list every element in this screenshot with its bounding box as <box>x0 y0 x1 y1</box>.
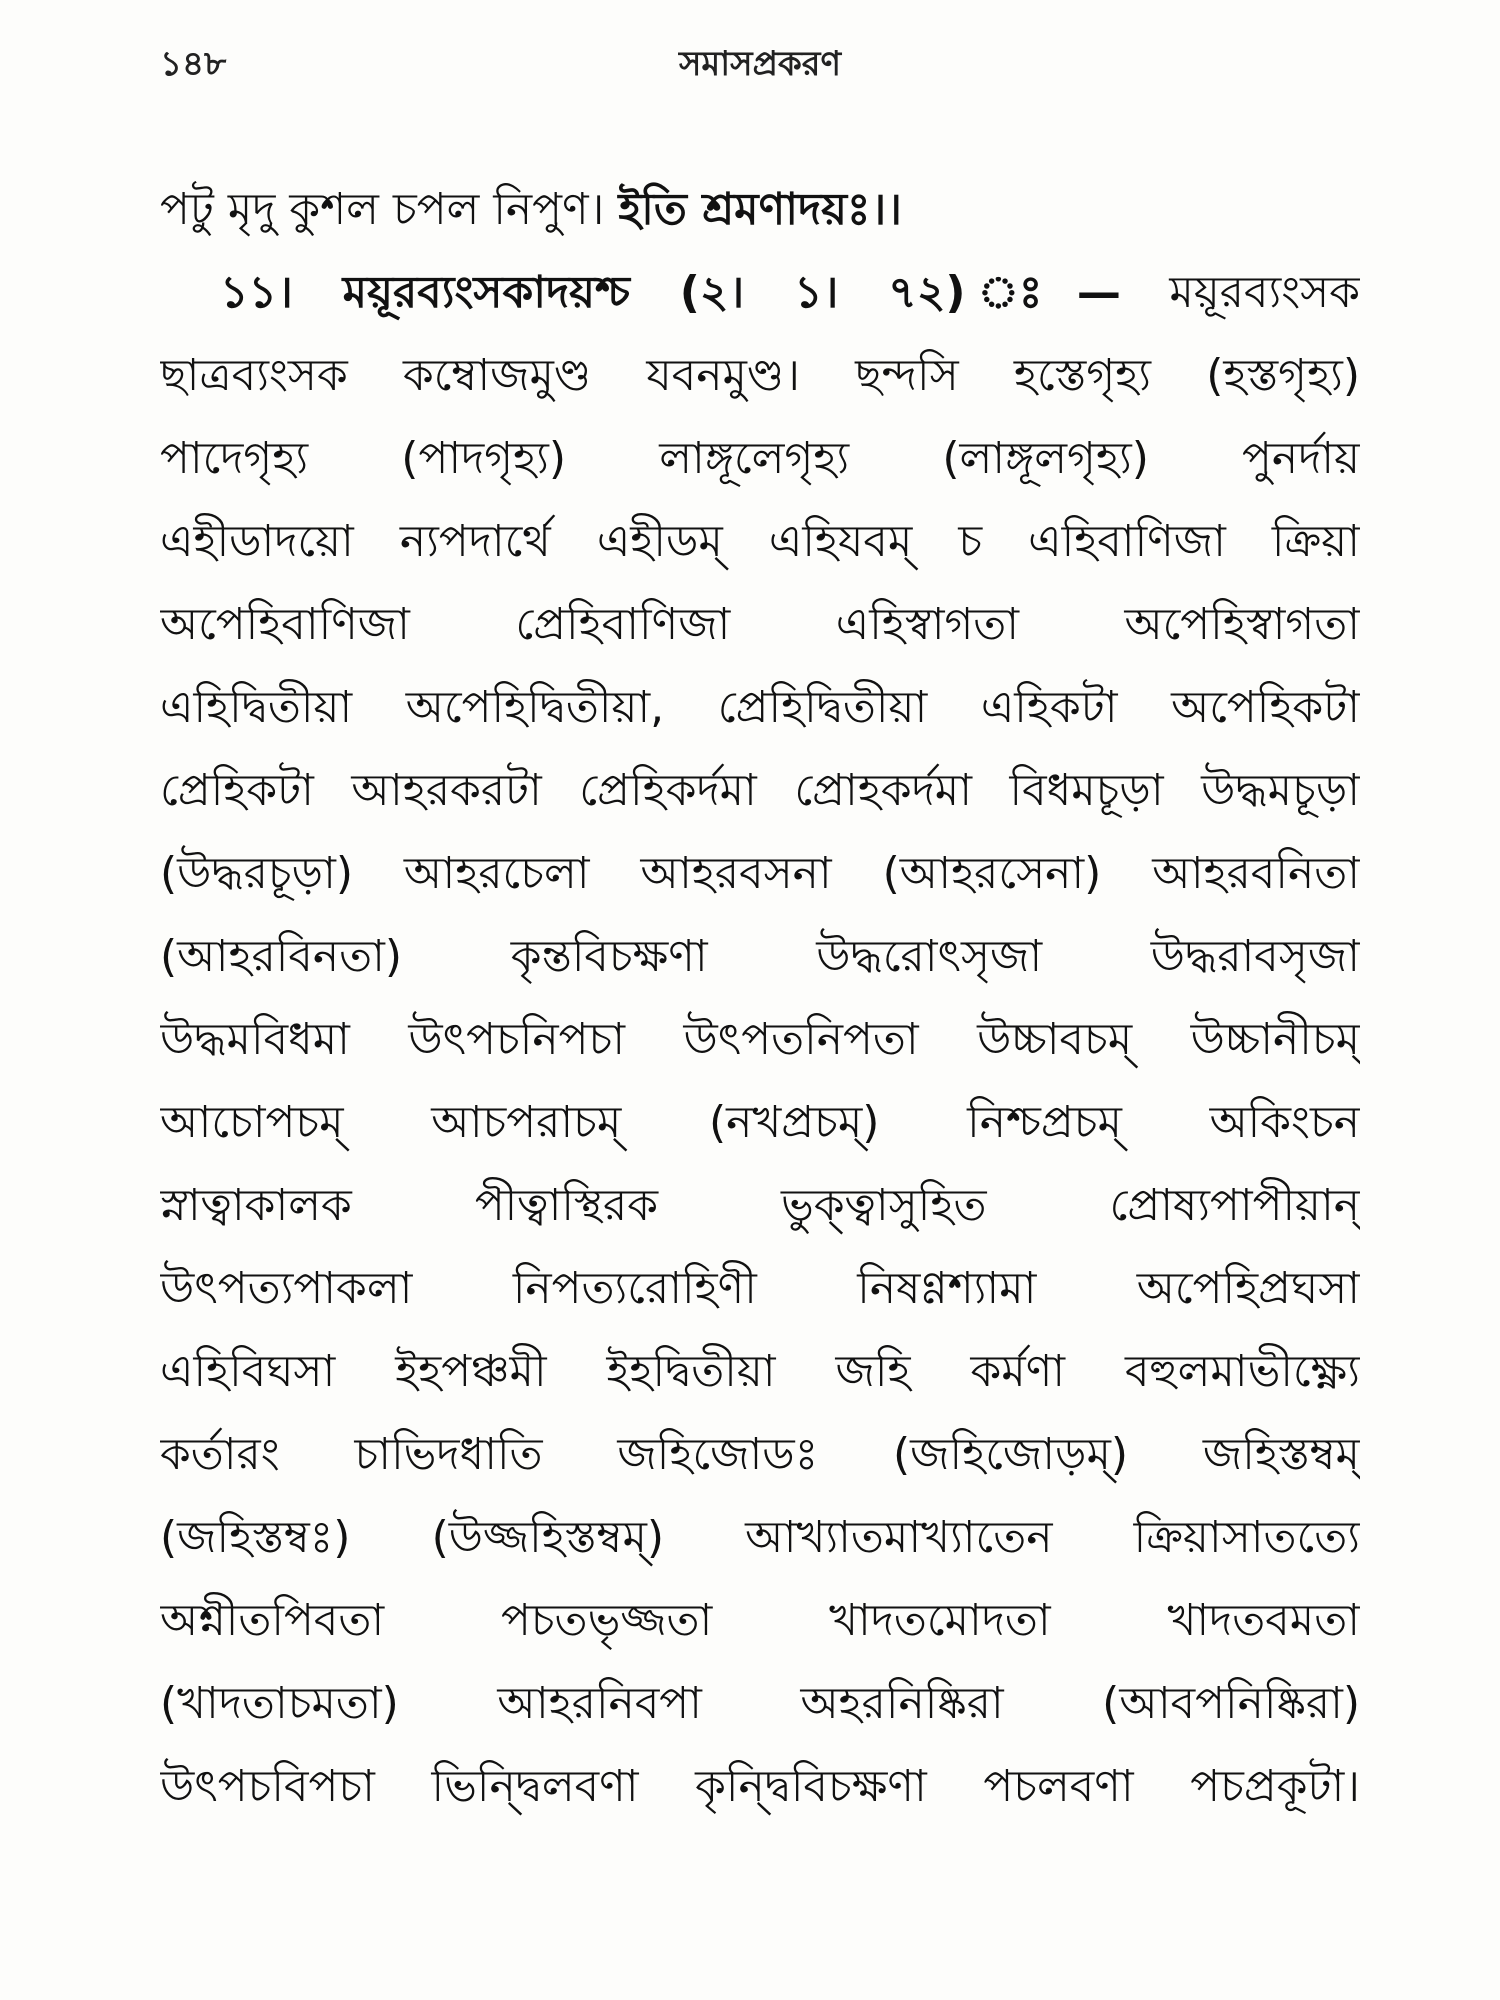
page-number: ১৪৮ <box>160 44 227 84</box>
section-heading-line <box>160 251 1360 334</box>
text-line: উদ্ধমবিধমা উৎপচনিপচা উৎপতনিপতা উচ্চাবচম্ উচ্চানীচম্ <box>160 1014 1360 1065</box>
intro-bold-text: ইতি শ্রমণাদয়ঃ।। <box>618 184 902 235</box>
page-header <box>160 38 1360 88</box>
text-line-intro <box>160 168 1360 251</box>
text-line: (উদ্ধরচূড়া) আহরচেলা আহরবসনা (আহরসেনা) আহরবনিতা <box>160 848 1360 899</box>
text-line: এহিবিঘসা ইহপঞ্চমী ইহদ্বিতীয়া জহি কর্মণা বহুলমাভীক্ষ্ণ্যে <box>160 1346 1360 1397</box>
text-line: পাদেগৃহ্য (পাদগৃহ্য) লাঙ্গূলেগৃহ্য (লাঙ্গূলগৃহ্য) পুনর্দায় <box>160 433 1360 484</box>
text-line: কর্তারং চাভিদধাতি জহিজোডঃ (জহিজোড়ম্) জহিস্তম্বম্ <box>160 1429 1360 1480</box>
section-heading: ১১। ময়ূরব্যংসকাদয়শ্চ (২। ১। ৭২) ঃ— <box>220 267 1121 318</box>
text-line: অশ্নীতপিবতা পচতভৃজ্জতা খাদতমোদতা খাদতবমতা <box>160 1595 1360 1646</box>
text-line: এহীডাদয়ো ন্যপদার্থে এহীডম্ এহিযবম্ চ এহিবাণিজা ক্রিয়া <box>160 516 1360 567</box>
text-line: উৎপচবিপচা ভিন্দ্বিলবণা কৃন্দ্বিবিচক্ষণা পচলবণা পচপ্রকূটা। <box>160 1761 1360 1812</box>
text-line: এহিদ্বিতীয়া অপেহিদ্বিতীয়া, প্রেহিদ্বিতীয়া এহিকটা অপেহিকটা <box>160 682 1360 733</box>
text-line: (জহিস্তম্বঃ) (উজ্জহিস্তম্বম্) আখ্যাতমাখ্যাতেন ক্রিয়াসাতত্যে <box>160 1512 1360 1563</box>
text-line: ছাত্রব্যংসক কম্বোজমুণ্ড যবনমুণ্ড। ছন্দসি হস্তেগৃহ্য (হস্তগৃহ্য) <box>160 350 1360 401</box>
text-line: প্রেহিকটা আহরকরটা প্রেহিকর্দমা প্রোহকর্দমা বিধমচূড়া উদ্ধমচূড়া <box>160 765 1360 816</box>
text-line: (আহরবিনতা) কৃন্তবিচক্ষণা উদ্ধরোৎসৃজা উদ্ধরাবসৃজা <box>160 931 1360 982</box>
text-line: উৎপত্যপাকলা নিপত্যরোহিণী নিষণ্ণশ্যামা অপেহিপ্রঘসা <box>160 1263 1360 1314</box>
text-line: অপেহিবাণিজা প্রেহিবাণিজা এহিস্বাগতা অপেহিস্বাগতা <box>160 599 1360 650</box>
text-line: (খাদতাচমতা) আহরনিবপা অহরনিষ্কিরা (আবপনিষ্কিরা) <box>160 1678 1360 1729</box>
text-line: আচোপচম্ আচপরাচম্ (নখপ্রচম্) নিশ্চপ্রচম্ অকিংচন <box>160 1097 1360 1148</box>
text-line: স্নাত্বাকালক পীত্বাস্থিরক ভুক্ত্বাসুহিত প্রোষ্যপাপীয়ান্ <box>160 1180 1360 1231</box>
running-title: সমাসপ্রকরণ <box>678 44 842 84</box>
body-text <box>160 168 1360 1828</box>
section-heading-rest: ময়ূরব্যংসক <box>1120 267 1360 318</box>
intro-text: পটু মৃদু কুশল চপল নিপুণ। <box>160 184 619 235</box>
